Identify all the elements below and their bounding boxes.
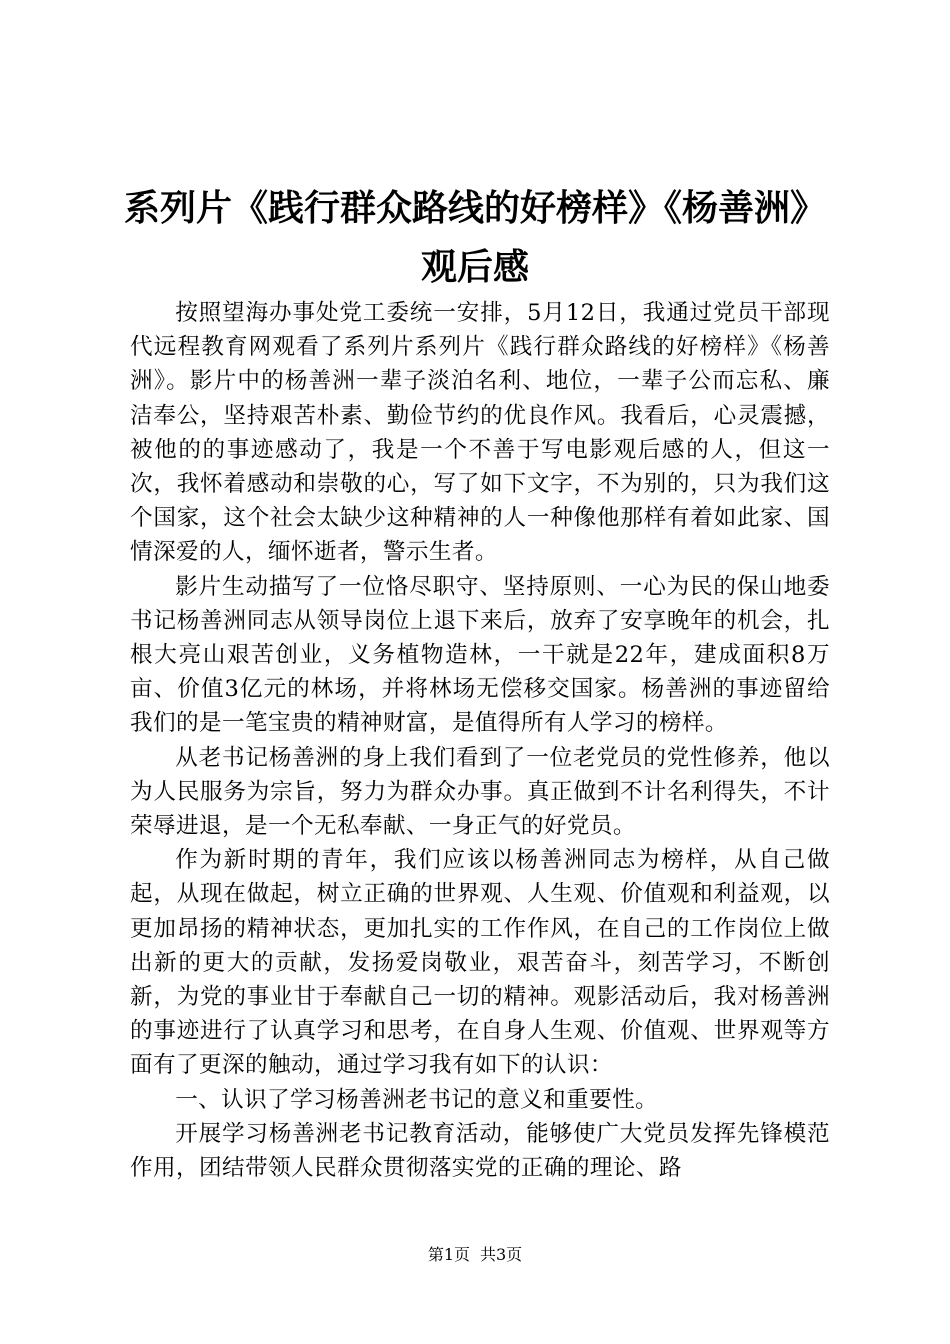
page-footer <box>0 1244 950 1266</box>
page-number-current: 第1页 <box>427 1245 470 1264</box>
document-title-line-2: 观后感 <box>420 246 529 288</box>
paragraph-5-heading: 一、认识了学习杨善洲老书记的意义和重要性。 <box>175 1086 659 1113</box>
document-title-line-1: 系列片《践行群众路线的好榜样》《杨善洲》 <box>123 187 826 229</box>
paragraph-6: 开展学习杨善洲老书记教育活动，能够使广大党员发挥先锋模范作用，团结带领人民群众贯彻落实党的正确的理论、路 <box>130 1120 830 1182</box>
paragraph-1: 按照望海办事处党工委统一安排，5月12日，我通过党员干部现代远程教育网观看了系列片系列片《践行群众路线的好榜样》《杨善洲》。影片中的杨善洲一辈子淡泊名利、地位，一辈子公而忘私、廉洁奉公，坚持艰苦朴素、勤俭节约的优良作风。我看后，心灵震撼，被他的的事迹感动了，我是一个不善于写电影观后感的人，但这一次，我怀着感动和崇敬的心，写了如下文字，不为别的，只为我们这个国家，这个社会太缺少这种精神的人一种像他那样有着如此家、国情深爱的人，缅怀逝者，警示生者。 <box>130 300 830 566</box>
paragraph-3: 从老书记杨善洲的身上我们看到了一位老党员的党性修养，他以为人民服务为宗旨，努力为群众办事。真正做到不计名利得失，不计荣辱进退，是一个无私奉献、一身正气的好党员。 <box>130 744 830 840</box>
paragraph-2: 影片生动描写了一位恪尽职守、坚持原则、一心为民的保山地委书记杨善洲同志从领导岗位上退下来后，放弃了安享晚年的机会，扎根大亮山艰苦创业，义务植物造林，一干就是22年，建成面积8万亩、价值3亿元的林场，并将林场无偿移交国家。杨善洲的事迹留给我们的是一笔宝贵的精神财富，是值得所有人学习的榜样。 <box>130 573 830 737</box>
paragraph-4: 作为新时期的青年，我们应该以杨善洲同志为榜样，从自己做起，从现在做起，树立正确的世界观、人生观、价值观和利益观，以更加昂扬的精神状态，更加扎实的工作作风，在自己的工作岗位上做出新的更大的贡献，发扬爱岗敬业，艰苦奋斗，刻苦学习，不断创新，为党的事业甘于奉献自己一切的精神。观影活动后，我对杨善洲的事迹进行了认真学习和思考，在自身人生观、价值观、世界观等方面有了更深的触动，通过学习我有如下的认识： <box>130 847 830 1079</box>
document-body <box>130 296 830 1185</box>
page-number-total: 共3页 <box>480 1245 523 1264</box>
